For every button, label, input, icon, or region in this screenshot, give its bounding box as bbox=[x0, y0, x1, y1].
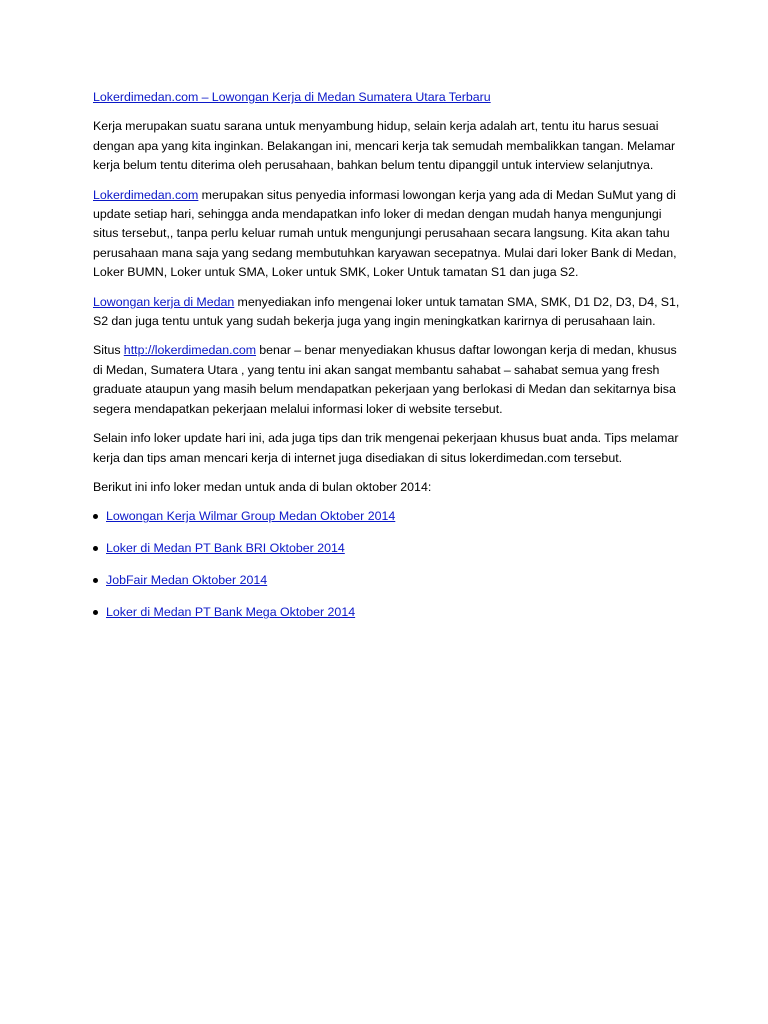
site-url-link[interactable]: http://lokerdimedan.com bbox=[123, 343, 257, 358]
list-item bbox=[93, 539, 688, 558]
lowongan-kerja-link[interactable]: Lowongan kerja di Medan bbox=[93, 294, 235, 309]
list-intro-paragraph: Berikut ini info loker medan untuk anda di bulan oktober 2014: bbox=[93, 479, 432, 494]
tips-paragraph: Selain info loker update hari ini, ada juga tips dan trik mengenai pekerjaan khusus buat anda. Tips melamar kerja dan tips aman mencari kerja di internet juga disediakan di situs lokerdimedan.com tersebut. bbox=[93, 431, 679, 465]
title-paragraph bbox=[93, 88, 688, 107]
tamatan-paragraph bbox=[93, 293, 688, 332]
list-item bbox=[93, 507, 688, 526]
situs-paragraph bbox=[93, 341, 688, 419]
list-item bbox=[93, 571, 688, 590]
list-item-link[interactable]: Lowongan Kerja Wilmar Group Medan Oktober 2014 bbox=[106, 509, 396, 524]
bullet-icon bbox=[93, 514, 98, 519]
situs-prefix: Situs bbox=[93, 343, 124, 358]
list-item-link[interactable]: Loker di Medan PT Bank BRI Oktober 2014 bbox=[106, 541, 345, 556]
loker-list bbox=[93, 507, 688, 622]
lokerdimedan-link[interactable]: Lokerdimedan.com bbox=[93, 187, 199, 202]
bullet-icon bbox=[93, 578, 98, 583]
list-item-link[interactable]: Loker di Medan PT Bank Mega Oktober 2014 bbox=[106, 605, 356, 620]
intro-paragraph: Kerja merupakan suatu sarana untuk menyambung hidup, selain kerja adalah art, tentu itu harus sesuai dengan apa yang kita inginkan. Belakangan ini, mencari kerja tak semudah membalikkan tangan. Melamar kerja belum tentu diterima oleh perusahaan, bahkan belum tentu dipanggil untuk interview selanjutnya. bbox=[93, 119, 676, 173]
list-item-link[interactable]: JobFair Medan Oktober 2014 bbox=[106, 573, 268, 588]
about-paragraph bbox=[93, 186, 688, 283]
about-text: merupakan situs penyedia informasi lowongan kerja yang ada di Medan SuMut yang di update setiap hari, sehingga anda mendapatkan info loker di medan dengan mudah hanya mengunjungi situs tersebut,, tanpa perlu keluar rumah untuk mengunjungi perusahaan secara langsung. Kita akan tahu perusahaan mana saja yang sedang membutuhkan karyawan secepatnya. Mulai dari loker Bank di Medan, Loker BUMN, Loker untuk SMA, Loker untuk SMK, Loker Untuk tamatan S1 dan juga S2. bbox=[93, 187, 677, 280]
title-link[interactable]: Lokerdimedan.com – Lowongan Kerja di Medan Sumatera Utara Terbaru bbox=[93, 90, 491, 104]
tamatan-text: menyediakan info mengenai loker untuk tamatan SMA, SMK, D1 D2, D3, D4, S1, S2 dan juga tentu untuk yang sudah bekerja juga yang ingin meningkatkan karirnya di perusahaan lain. bbox=[93, 294, 680, 329]
bullet-icon bbox=[93, 546, 98, 551]
bullet-icon bbox=[93, 610, 98, 615]
list-item bbox=[93, 603, 688, 622]
situs-text: benar – benar menyediakan khusus daftar lowongan kerja di medan, khusus di Medan, Sumatera Utara , yang tentu ini akan sangat membantu sahabat – sahabat semua yang fresh graduate ataupun yang masih belum mendapatkan pekerjaan yang berlokasi di Medan dan sekitarnya bisa segera mendapatkan pekerjaan melalui informasi loker di website tersebut. bbox=[93, 343, 677, 416]
